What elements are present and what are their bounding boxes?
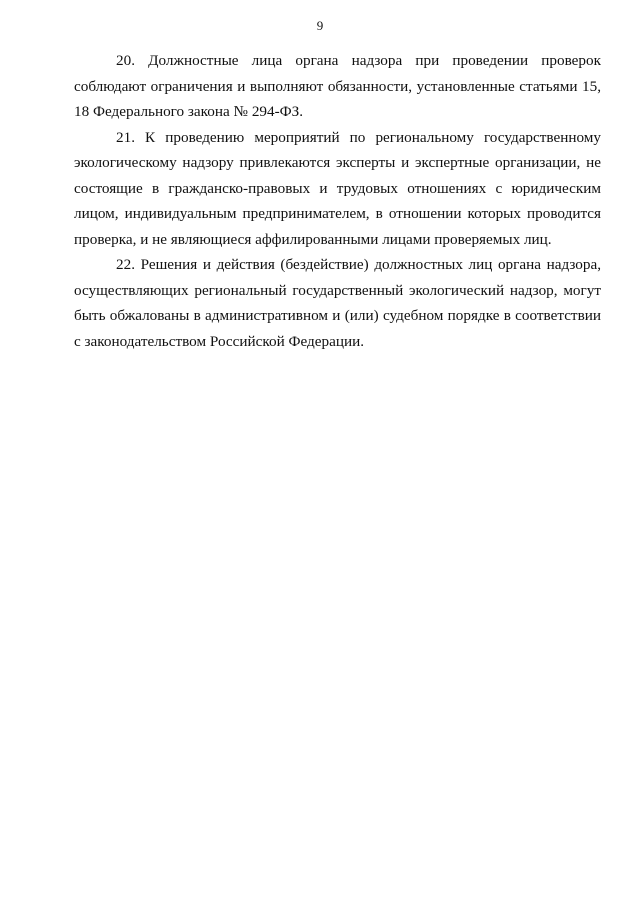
paragraph-21: 21. К проведению мероприятий по региональному государственному экологическому надзору привлекаются эксперты и экспертные организации, не состоящие в гражданско-правовых и трудовых отношениях с юридическим лицом, индивидуальным предпринимателем, в отношении которых проводится проверка, и не являющиеся аффилированными лицами проверяемых лиц. — [74, 128, 601, 248]
paragraph-22: 22. Решения и действия (бездействие) должностных лиц органа надзора, осуществляющих региональный государственный экологический надзор, могут быть обжалованы в административном и (или) судебном порядке в соответствии с законодательством Российской Федерации. — [74, 256, 601, 350]
paragraph-20: 20. Должностные лица органа надзора при проведении проверок соблюдают ограничения и выполняют обязанности, установленные статьями 15, 18 Федерального закона № 294-ФЗ. — [74, 52, 601, 120]
document-body — [74, 48, 601, 354]
page-number: 9 — [316, 18, 324, 33]
